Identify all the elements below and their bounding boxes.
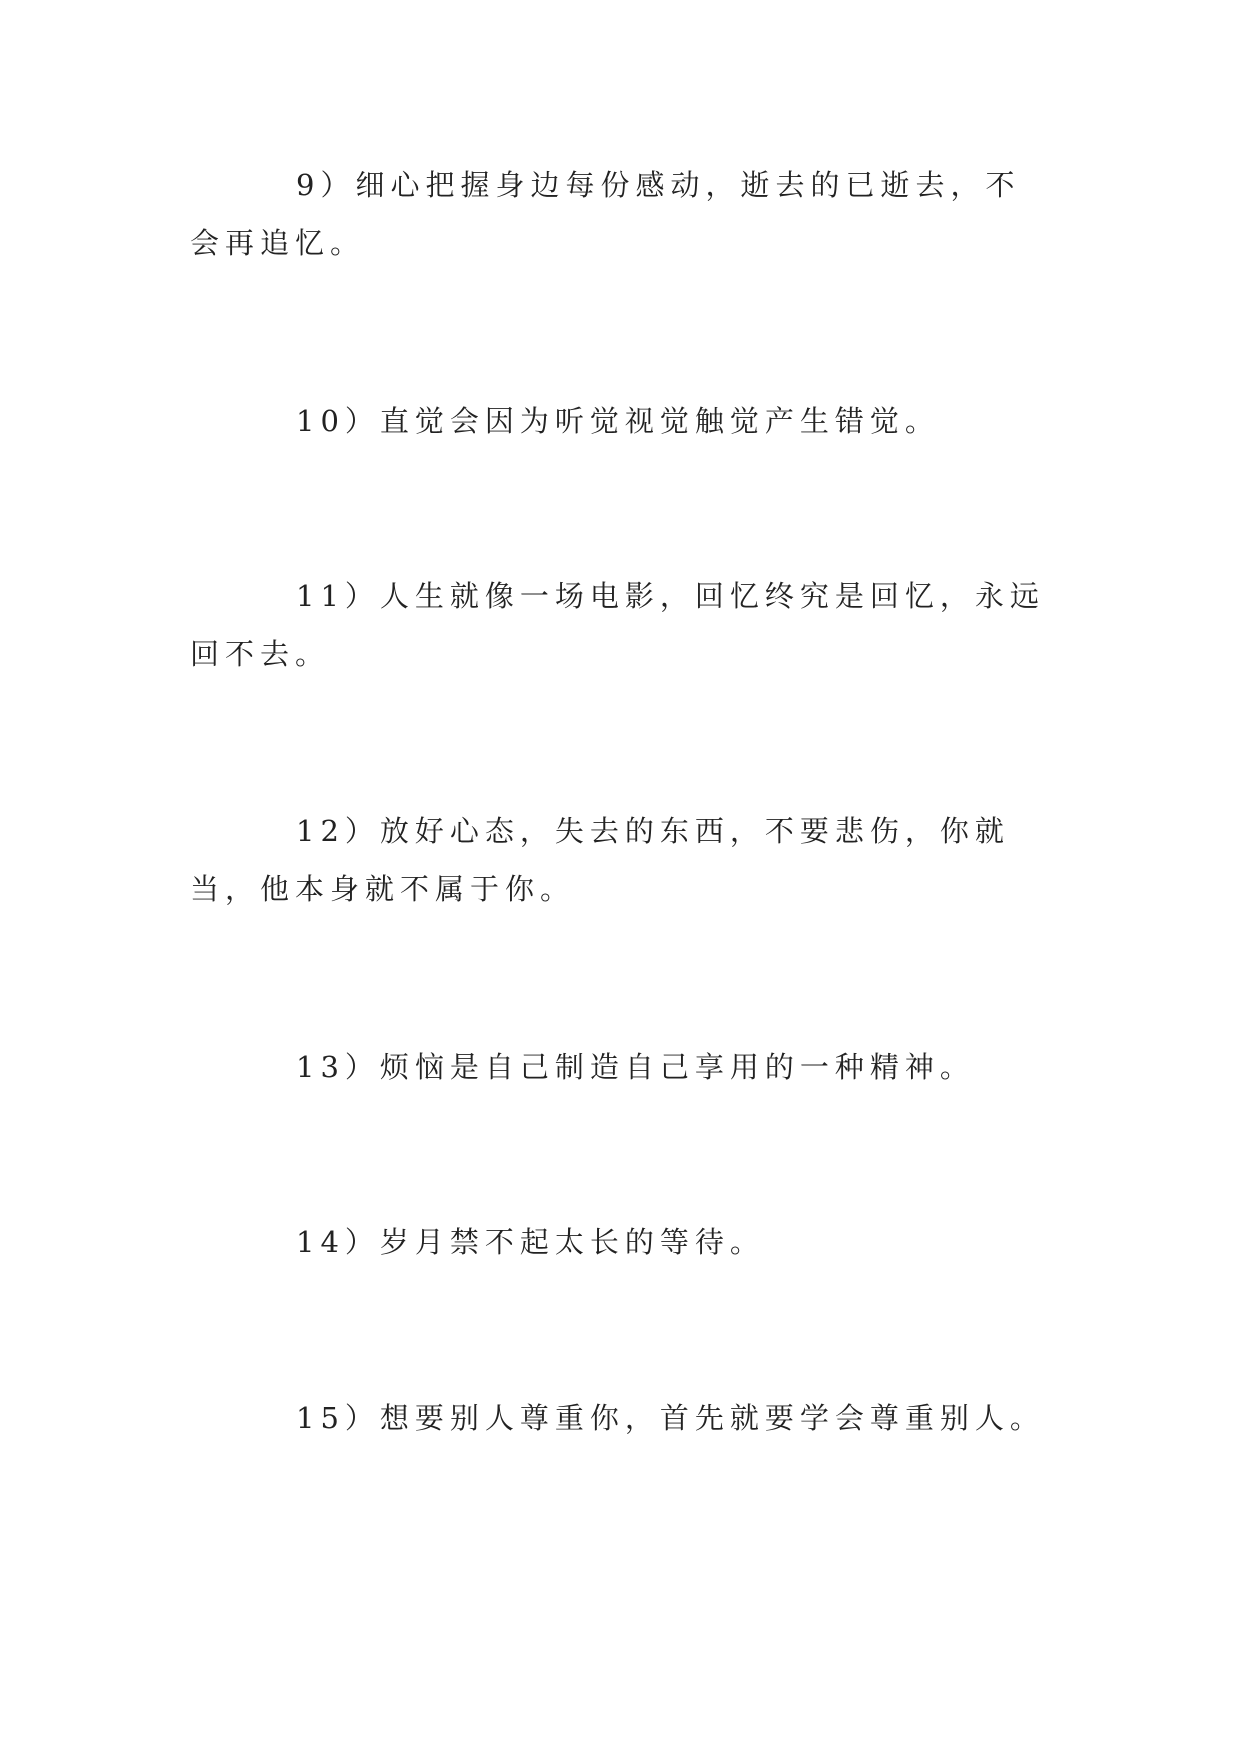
paragraph-12: [190, 802, 1050, 918]
paragraph-text: 岁月禁不起太长的等待。: [379, 1225, 765, 1259]
paragraph-text: 想要别人尊重你，首先就要学会尊重别人。: [379, 1401, 1045, 1435]
paragraph-text: 直觉会因为听觉视觉触觉产生错觉。: [379, 404, 940, 438]
paragraph-number: 13）: [296, 1050, 380, 1084]
paragraph-14: [190, 1213, 1050, 1271]
paragraph-number: 12）: [296, 814, 380, 848]
paragraph-number: 10）: [296, 404, 380, 438]
paragraph-text: 烦恼是自己制造自己享用的一种精神。: [379, 1050, 975, 1084]
paragraph-number: 15）: [296, 1401, 380, 1435]
paragraph-15: [190, 1389, 1050, 1447]
paragraph-13: [190, 1038, 1050, 1096]
paragraph-text: 细心把握身边每份感动，逝去的已逝去，不会再追忆。: [190, 168, 1021, 260]
paragraph-11: [190, 567, 1050, 683]
paragraph-number: 11）: [296, 579, 380, 613]
paragraph-number: 9）: [296, 168, 356, 202]
paragraph-text: 人生就像一场电影，回忆终究是回忆，永远回不去。: [190, 579, 1045, 671]
paragraph-text: 放好心态，失去的东西，不要悲伤，你就当，他本身就不属于你。: [190, 814, 1010, 906]
paragraph-number: 14）: [296, 1225, 380, 1259]
paragraph-9: [190, 156, 1050, 272]
paragraph-10: [190, 392, 1050, 450]
